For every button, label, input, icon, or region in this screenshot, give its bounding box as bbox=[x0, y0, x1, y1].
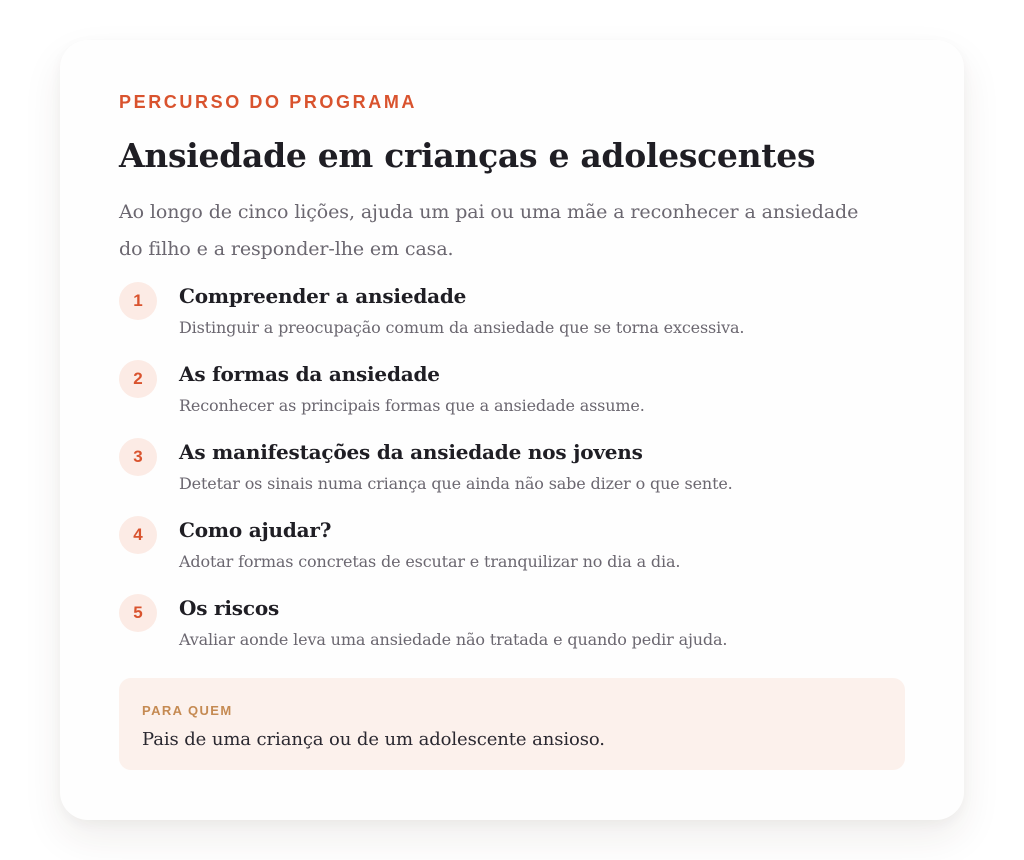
lesson-title: As formas da ansiedade bbox=[179, 362, 440, 386]
lesson-item bbox=[119, 358, 899, 428]
audience-box bbox=[119, 678, 905, 770]
lesson-title: As manifestações da ansiedade nos jovens bbox=[179, 440, 643, 464]
program-intro: Ao longo de cinco lições, ajuda um pai ou uma mãe a reconhecer a ansiedade do filho e a responder-lhe em casa. bbox=[119, 201, 859, 260]
lesson-item bbox=[119, 514, 899, 584]
lesson-number-badge: 1 bbox=[119, 282, 157, 320]
audience-text: Pais de uma criança ou de um adolescente ansioso. bbox=[142, 729, 605, 750]
lesson-item bbox=[119, 280, 899, 350]
lesson-title: Como ajudar? bbox=[179, 518, 332, 542]
program-card bbox=[60, 40, 964, 820]
lesson-description: Reconhecer as principais formas que a ansiedade assume. bbox=[179, 396, 645, 415]
lesson-description: Avaliar aonde leva uma ansiedade não tratada e quando pedir ajuda. bbox=[179, 630, 728, 649]
program-title: Ansiedade em crianças e adolescentes bbox=[119, 136, 816, 175]
lesson-description: Adotar formas concretas de escutar e tranquilizar no dia a dia. bbox=[179, 552, 681, 571]
lesson-number-badge: 2 bbox=[119, 360, 157, 398]
lesson-number-badge: 3 bbox=[119, 438, 157, 476]
lesson-item bbox=[119, 592, 899, 662]
section-eyebrow: PERCURSO DO PROGRAMA bbox=[119, 92, 418, 112]
lesson-title: Compreender a ansiedade bbox=[179, 284, 467, 308]
lesson-description: Detetar os sinais numa criança que ainda não sabe dizer o que sente. bbox=[179, 474, 733, 493]
audience-label: PARA QUEM bbox=[142, 703, 233, 718]
lesson-title: Os riscos bbox=[179, 596, 280, 620]
lesson-description: Distinguir a preocupação comum da ansiedade que se torna excessiva. bbox=[179, 318, 745, 337]
lesson-number-badge: 4 bbox=[119, 516, 157, 554]
lesson-item bbox=[119, 436, 899, 506]
lesson-number-badge: 5 bbox=[119, 594, 157, 632]
